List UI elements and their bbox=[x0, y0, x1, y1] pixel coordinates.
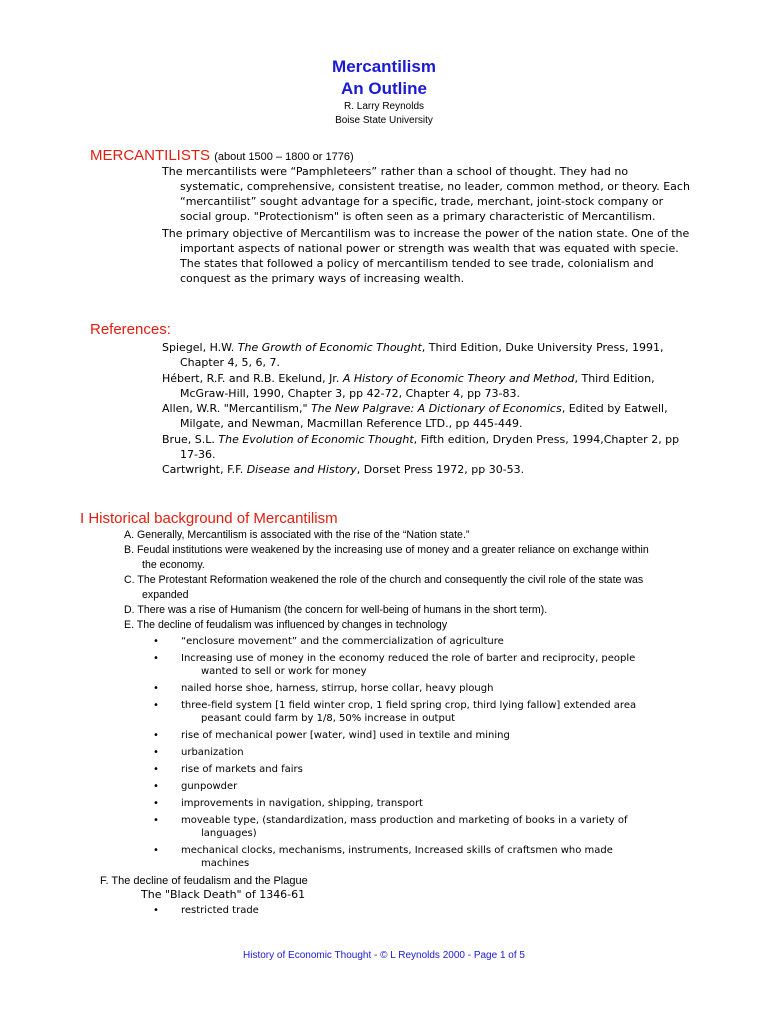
bullet-icon: • bbox=[153, 845, 159, 856]
mercantilists-dates: (about 1500 – 1800 or 1776) bbox=[214, 151, 354, 163]
reference-author: Hébert, R.F. and R.B. Ekelund, Jr. bbox=[162, 371, 343, 385]
document-header bbox=[0, 56, 768, 128]
reference-author: Cartwright, F.F. bbox=[162, 463, 247, 477]
bullet-item bbox=[153, 814, 664, 840]
bullet-item bbox=[153, 699, 664, 725]
author: R. Larry Reynolds bbox=[343, 101, 425, 112]
bullet-text: rise of markets and fairs bbox=[181, 764, 303, 775]
reference-title: The Growth of Economic Thought bbox=[237, 341, 422, 354]
bullet-icon: • bbox=[153, 683, 159, 694]
reference-author: Brue, S.L. bbox=[162, 432, 219, 446]
historical-item: A. Generally, Mercantilism is associated with the rise of the “Nation state.” bbox=[124, 529, 470, 541]
bullet-icon: • bbox=[153, 730, 159, 741]
bullet-item bbox=[153, 746, 664, 759]
bullet-item bbox=[153, 652, 664, 678]
plague-bullet-list bbox=[124, 904, 664, 917]
reference-details: , Dorset Press 1972, pp 30-53. bbox=[356, 463, 525, 477]
references-heading: References: bbox=[90, 321, 171, 338]
mercantilists-paragraph-2: The primary objective of Mercantilism was to increase the power of the nation state. One of the important aspects of national power or strength was wealth that was equated with specie. The states that followed a policy of mercantilism tended to see trade, colonialism and conquest as the primary ways of increasing wealth. bbox=[162, 227, 690, 285]
mercantilists-section bbox=[90, 147, 690, 286]
reference-title: The Evolution of Economic Thought bbox=[218, 432, 414, 446]
bullet-icon: • bbox=[153, 747, 159, 758]
bullet-icon: • bbox=[153, 815, 159, 826]
document-subtitle-title: An Outline bbox=[341, 79, 427, 98]
reference-item bbox=[162, 401, 682, 432]
bullet-icon: • bbox=[153, 636, 159, 647]
bullet-text: moveable type, (standardization, mass production and marketing of books in a variety of languages) bbox=[181, 815, 628, 839]
bullet-text: mechanical clocks, mechanisms, instruments, Increased skills of craftsmen who made machines bbox=[181, 845, 613, 869]
reference-title: A History of Economic Theory and Method bbox=[342, 371, 575, 385]
bullet-text: nailed horse shoe, harness, stirrup, horse collar, heavy plough bbox=[181, 683, 494, 694]
bullet-text: restricted trade bbox=[181, 905, 259, 916]
bullet-text: three-field system [1 field winter crop, 1 field spring crop, third lying fallow] extended area peasant could farm by 1/8, 50% increase in output bbox=[181, 700, 637, 724]
historical-section bbox=[100, 528, 664, 921]
mercantilists-paragraph-1: The mercantilists were “Pamphleteers” rather than a school of thought. They had no systematic, comprehensive, consistent treatise, no leader, common method, or theory. Each “mercantilist” sought advantage for a specific, trade, merchant, joint-stock company or social group. "Protectionism" is often seen as a primary characteristic of Mercantilism. bbox=[162, 165, 690, 223]
affiliation: Boise State University bbox=[335, 115, 433, 126]
bullet-item bbox=[153, 635, 664, 648]
bullet-item bbox=[153, 844, 664, 870]
bullet-item bbox=[153, 797, 664, 810]
mercantilists-heading-text: MERCANTILISTS bbox=[90, 147, 211, 164]
plague-heading: F. The decline of feudalism and the Plague bbox=[100, 875, 308, 887]
reference-item bbox=[162, 340, 682, 371]
bullet-icon: • bbox=[153, 700, 159, 711]
bullet-icon: • bbox=[153, 764, 159, 775]
historical-items bbox=[124, 528, 664, 633]
mercantilists-heading bbox=[90, 147, 690, 164]
reference-author: Spiegel, H.W. bbox=[162, 341, 238, 354]
references-list bbox=[162, 340, 682, 478]
reference-title: The New Palgrave: A Dictionary of Economics bbox=[311, 402, 562, 416]
bullet-item bbox=[153, 904, 664, 917]
historical-item: B. Feudal institutions were weakened by the increasing use of money and a greater reliance on exchange within the economy. bbox=[124, 544, 649, 571]
reference-item bbox=[162, 462, 682, 477]
reference-item bbox=[162, 432, 682, 463]
historical-item: E. The decline of feudalism was influenced by changes in technology bbox=[124, 619, 448, 631]
bullet-item bbox=[153, 763, 664, 776]
black-death-subheading: The "Black Death" of 1346-61 bbox=[141, 888, 306, 901]
bullet-item bbox=[153, 780, 664, 793]
bullet-icon: • bbox=[153, 653, 159, 664]
reference-author: Allen, W.R. "Mercantilism," bbox=[162, 402, 312, 416]
reference-details: , Edited by Eatwell, Milgate, and Newman, Macmillan Reference LTD., pp 445-449. bbox=[180, 402, 668, 431]
bullet-icon: • bbox=[153, 905, 159, 916]
bullet-text: “enclosure movement” and the commercialization of agriculture bbox=[181, 636, 504, 647]
technology-bullet-list bbox=[124, 635, 664, 870]
bullet-icon: • bbox=[153, 781, 159, 792]
bullet-icon: • bbox=[153, 798, 159, 809]
reference-details: , Fifth edition, Dryden Press, 1994,Chapter 2, pp 17-36. bbox=[180, 432, 680, 462]
historical-item: C. The Protestant Reformation weakened the role of the church and consequently the civil role of the state was expanded bbox=[124, 574, 644, 601]
bullet-text: urbanization bbox=[181, 747, 244, 758]
reference-details: , Third Edition, McGraw-Hill, 1990, Chapter 3, pp 42-72, Chapter 4, pp 73-83. bbox=[180, 371, 655, 400]
page-footer: History of Economic Thought - © L Reynolds 2000 - Page 1 of 5 bbox=[243, 950, 525, 961]
reference-details: , Third Edition, Duke University Press, 1991, Chapter 4, 5, 6, 7. bbox=[180, 341, 664, 370]
reference-title: Disease and History bbox=[246, 463, 357, 477]
historical-heading: I Historical background of Mercantilism bbox=[80, 510, 338, 527]
bullet-text: Increasing use of money in the economy reduced the role of barter and reciprocity, people wanted to sell or work for money bbox=[181, 653, 636, 677]
bullet-text: rise of mechanical power [water, wind] used in textile and mining bbox=[181, 730, 510, 741]
document-title: Mercantilism bbox=[332, 57, 436, 76]
bullet-text: gunpowder bbox=[181, 781, 238, 792]
bullet-text: improvements in navigation, shipping, transport bbox=[181, 798, 423, 809]
reference-item bbox=[162, 371, 682, 402]
bullet-item bbox=[153, 729, 664, 742]
historical-item: D. There was a rise of Humanism (the concern for well-being of humans in the short term). bbox=[124, 604, 548, 616]
bullet-item bbox=[153, 682, 664, 695]
